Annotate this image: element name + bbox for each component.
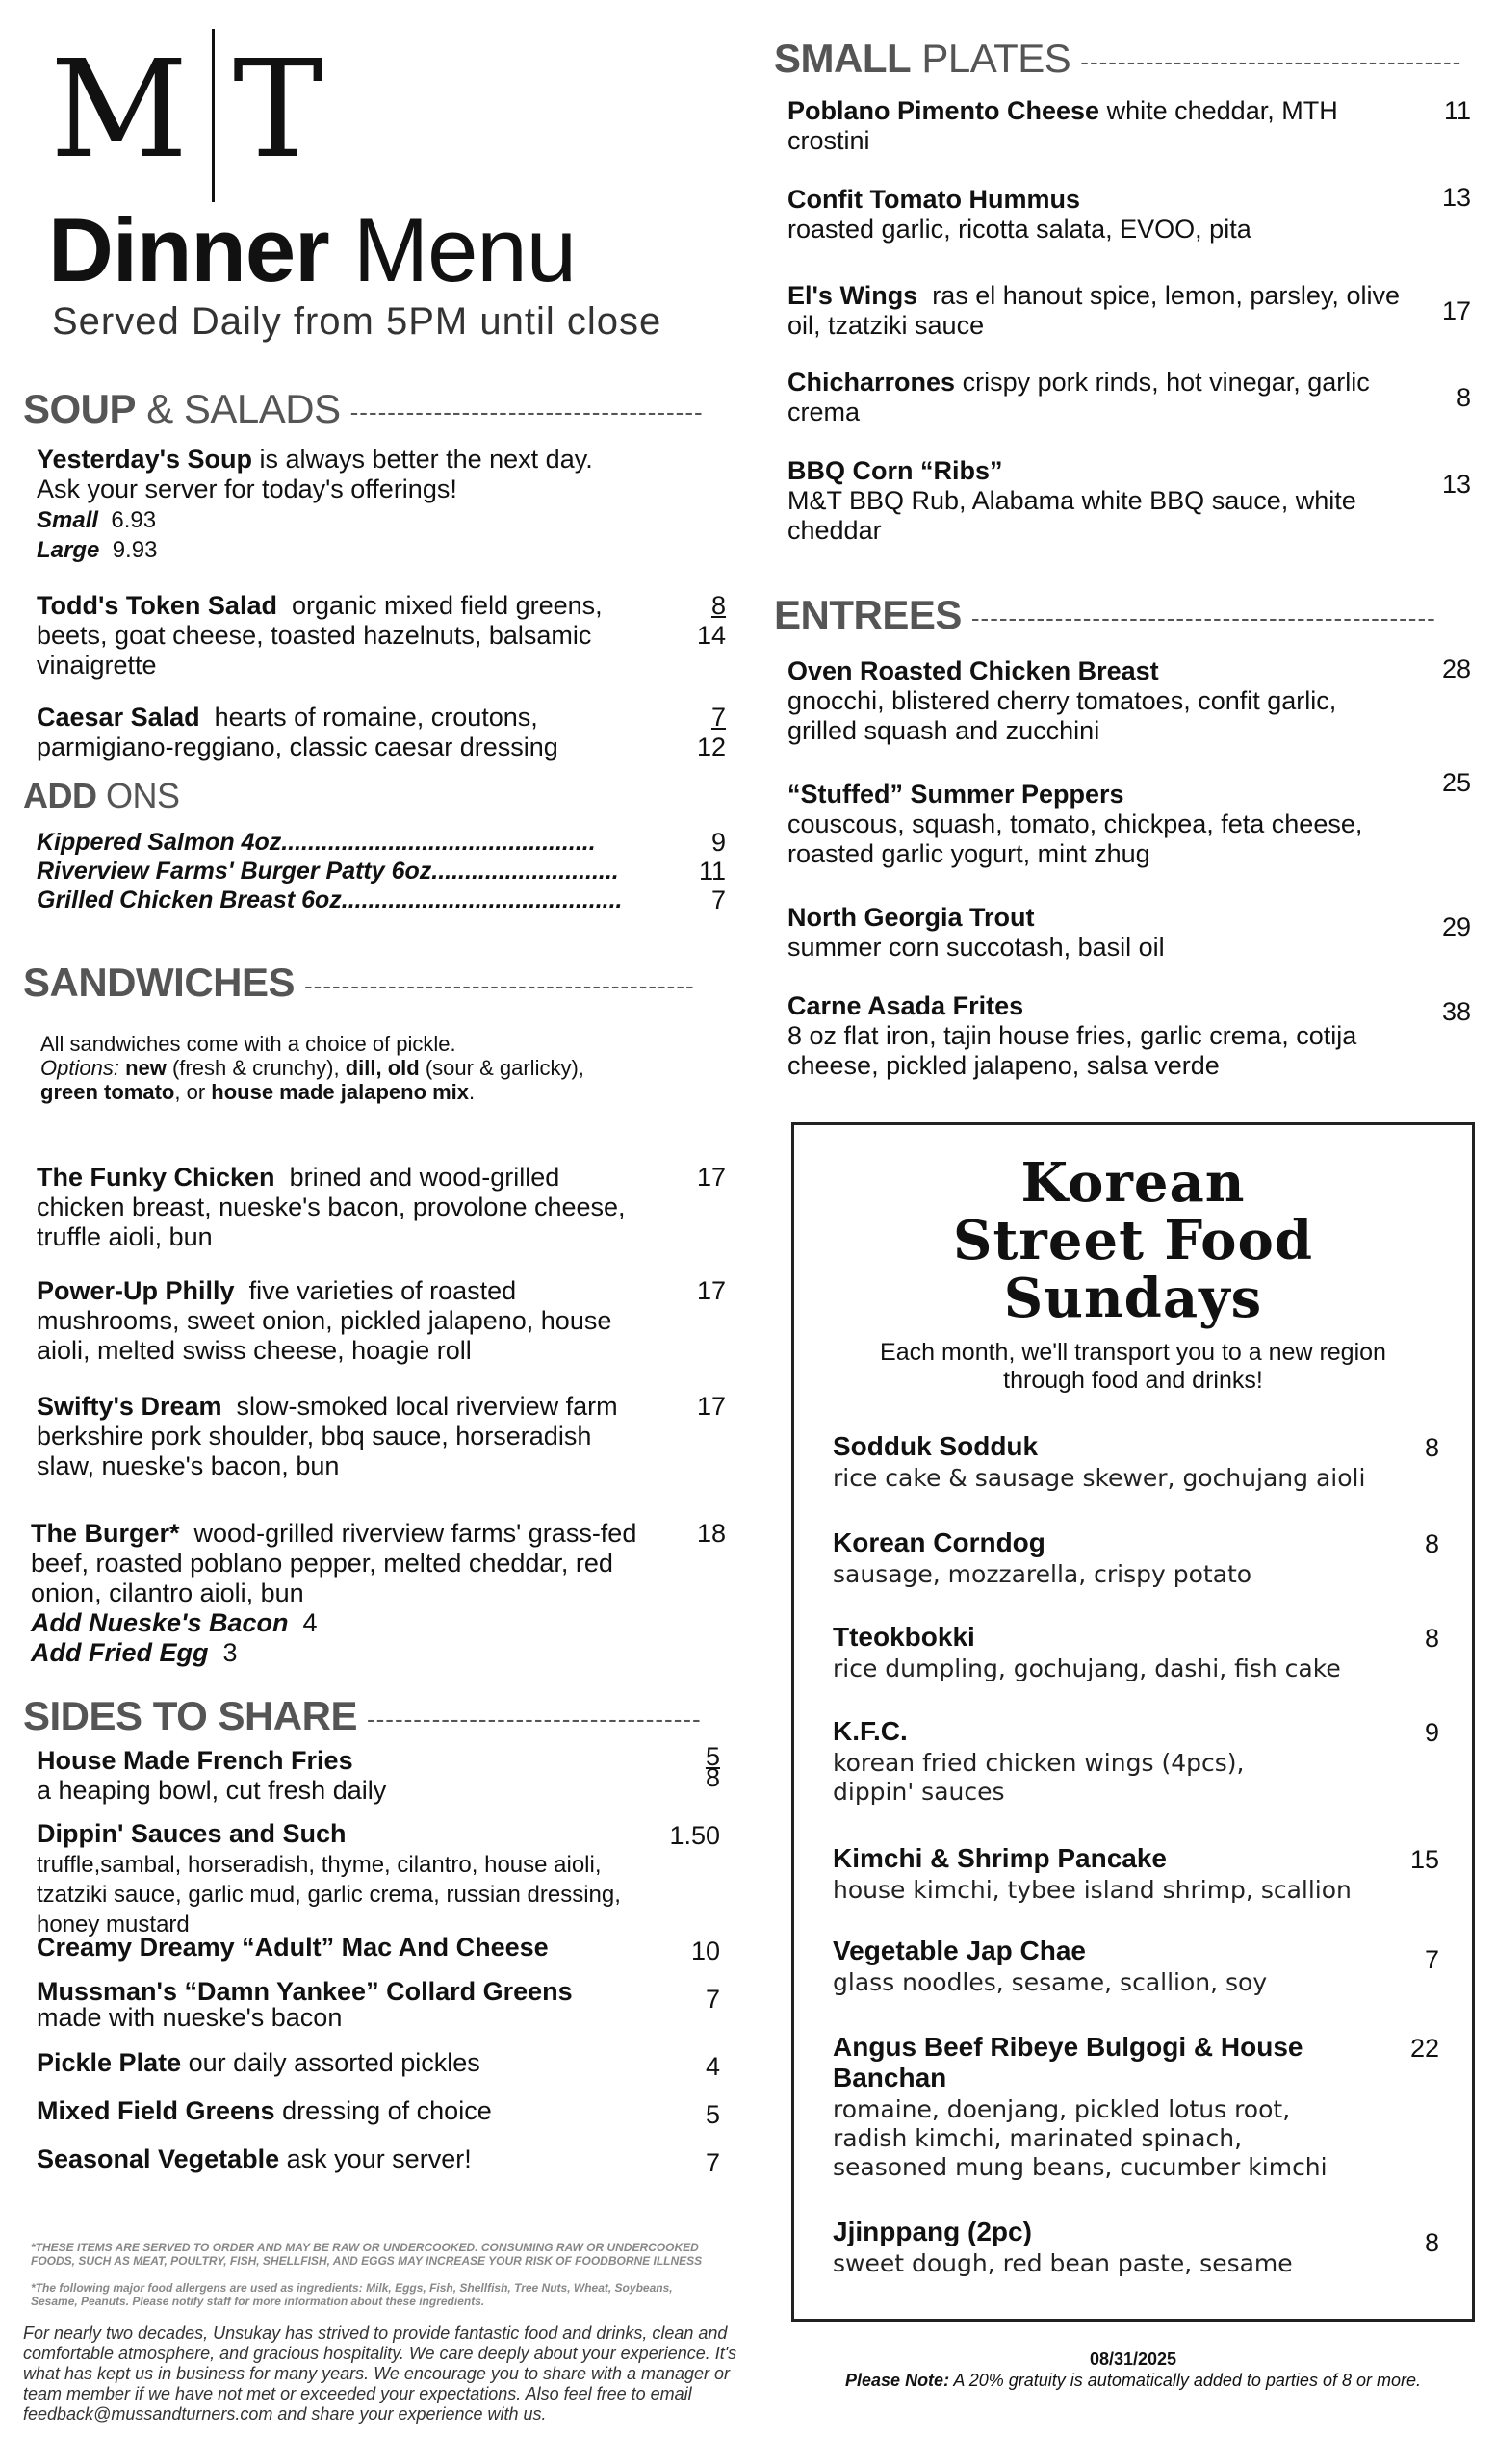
korean-item-price: 7 — [1424, 1945, 1439, 1974]
korean-item-price: 9 — [1424, 1718, 1439, 1747]
add-bacon: Add Nueske's Bacon — [31, 1608, 289, 1637]
small-plate-item: Poblano Pimento Cheese white cheddar, MTH crostini — [787, 96, 1338, 155]
soup-large-label: Large — [37, 537, 100, 563]
soup-large-price: 9.93 — [112, 537, 158, 563]
section-head-bold: ADD — [23, 776, 97, 815]
korean-item-name: K.F.C. — [833, 1716, 908, 1746]
about-text: For nearly two decades, Unsukay has strived to provide fantastic food and drinks, clean and comfortable atmosphere, and gracious hospitality. We care deeply about your experience. It's what has kept us in business for many years. We encourage you to share with a manager or team member if we have not met or exceeded your expectations. Also feel free to email feedback@mussandturners.com and share your experience with us. — [23, 2323, 737, 2424]
entree-price: 25 — [1441, 768, 1471, 797]
korean-item-name: Kimchi & Shrimp Pancake — [833, 1843, 1168, 1873]
title-light: Menu — [352, 199, 576, 300]
side-item: House Made French Fries a heaping bowl, cut fresh daily — [37, 1746, 387, 1805]
price-small: 7 — [710, 703, 726, 732]
section-rule: ------------------------------------ — [366, 1704, 702, 1733]
add-egg: Add Fried Egg — [31, 1638, 209, 1667]
korean-item-desc: glass noodles, sesame, scallion, soy — [833, 1968, 1268, 1996]
side-price: 4 — [705, 2052, 720, 2081]
korean-item-name: Korean Corndog — [833, 1527, 1045, 1557]
side-prices: 5 8 — [705, 1742, 720, 1792]
section-rule: ----------------------------------------- — [1080, 46, 1462, 76]
small-plate-item: Chicharrones crispy pork rinds, hot vinegar, garlic crema — [787, 368, 1370, 426]
page-subtitle: Served Daily from 5PM until close — [52, 300, 662, 343]
logo-letter-m: M — [50, 32, 189, 189]
side-item: Dippin' Sauces and Such truffle,sambal, horseradish, thyme, cilantro, house aioli, tzatziki sauce, garlic mud, garlic crema, russian dressing, honey mustard — [37, 1819, 621, 1938]
small-plate-item: El's Wings ras el hanout spice, lemon, parsley, olive oil, tzatziki sauce — [787, 281, 1400, 340]
entree-price: 38 — [1441, 997, 1471, 1026]
korean-item-name: Tteokbokki — [833, 1622, 975, 1652]
addon-price: 11 — [698, 857, 726, 886]
menu-date: 08/31/2025 — [1089, 2349, 1177, 2369]
side-price: 10 — [690, 1937, 720, 1965]
small-plate-price: 13 — [1441, 183, 1471, 212]
entree-price: 28 — [1441, 654, 1471, 683]
sandwich-item: Power-Up Philly five varieties of roasted mushrooms, sweet onion, pickled jalapeno, house aioli, melted swiss cheese, hoagie roll — [37, 1276, 612, 1365]
entree-price: 29 — [1441, 912, 1471, 941]
korean-item-desc: sweet dough, red bean paste, sesame — [833, 2249, 1293, 2277]
side-price: 5 — [705, 2100, 720, 2129]
korean-item-price: 8 — [1424, 1433, 1439, 1462]
section-rule: -------------------------------------------------- — [970, 603, 1436, 632]
sandwich-price: 18 — [696, 1519, 726, 1548]
entree-item: Oven Roasted Chicken Breast gnocchi, blistered cherry tomatoes, confit garlic, grilled squash and zucchini — [787, 656, 1337, 745]
addon-item: Kippered Salmon 4oz............................................... — [37, 829, 596, 856]
korean-item-desc: korean fried chicken wings (4pcs), dippin' sauces — [833, 1749, 1245, 1806]
small-plate-price: 8 — [1456, 383, 1471, 412]
section-soup-salads — [23, 385, 704, 436]
korean-item-name: Vegetable Jap Chae — [833, 1936, 1087, 1965]
price-large: 12 — [696, 732, 726, 761]
section-head-light: & SALADS — [146, 386, 341, 431]
addon-item: Riverview Farms' Burger Patty 6oz............................ — [37, 858, 619, 885]
soup-small-price: 6.93 — [111, 507, 157, 533]
salad-prices — [674, 591, 726, 651]
salad-name: Todd's Token Salad — [37, 591, 277, 620]
korean-item-price: 8 — [1424, 2228, 1439, 2257]
side-item: Creamy Dreamy “Adult” Mac And Cheese — [37, 1933, 549, 1962]
section-head-light: ONS — [106, 776, 180, 815]
side-item: Mussman's “Damn Yankee” Collard Greens made with nueske's bacon — [37, 1977, 573, 2032]
sandwich-item: The Burger* wood-grilled riverview farms' grass-fed beef, roasted poblano pepper, melted cheddar, red onion, cilantro aioli, bun Add Nueske's Bacon 4 Add Fried Egg 3 — [31, 1519, 637, 1667]
small-plate-item: BBQ Corn “Ribs” M&T BBQ Rub, Alabama white BBQ sauce, white cheddar — [787, 456, 1356, 545]
sandwich-price: 17 — [696, 1163, 726, 1192]
small-plate-item: Confit Tomato Hummus roasted garlic, ricotta salata, EVOO, pita — [787, 185, 1251, 244]
entree-item: North Georgia Trout summer corn succotash, basil oil — [787, 903, 1165, 962]
soup-item — [37, 445, 710, 564]
korean-item-price: 8 — [1424, 1624, 1439, 1653]
logo — [50, 29, 348, 202]
salad-desc: hearts of romaine, croutons, parmigiano-reggiano, classic caesar dressing — [37, 703, 558, 761]
allergen-notice: *The following major food allergens are used as ingredients: Milk, Eggs, Fish, Shellfish, Tree Nuts, Wheat, Soybeans, Sesame, Peanuts. Please notify staff for more information about these ingredients. — [31, 2281, 673, 2308]
section-add-ons — [23, 772, 180, 820]
salad-desc: organic mixed field greens, beets, goat cheese, toasted hazelnuts, balsamic vinaigrette — [37, 591, 603, 680]
korean-item-desc: rice cake & sausage skewer, gochujang aioli — [833, 1464, 1366, 1492]
korean-title-3: Sundays — [1003, 1267, 1263, 1330]
small-plate-price: 13 — [1441, 470, 1471, 499]
price-small: 8 — [710, 591, 726, 620]
section-sides — [23, 1692, 702, 1743]
korean-item-desc: sausage, mozzarella, crispy potato — [833, 1560, 1252, 1588]
gratuity-note: Please Note: A 20% gratuity is automatically added to parties of 8 or more. — [845, 2371, 1421, 2390]
entree-item: “Stuffed” Summer Peppers couscous, squash, tomato, chickpea, feta cheese, roasted garlic yogurt, mint zhug — [787, 780, 1363, 868]
sandwich-item: The Funky Chicken brined and wood-grilled chicken breast, nueske's bacon, provolone cheese, truffle aioli, bun — [37, 1163, 626, 1251]
salad-name: Caesar Salad — [37, 703, 200, 732]
addon-item: Grilled Chicken Breast 6oz.......................................... — [37, 886, 623, 913]
korean-item-name: Jjinppang (2pc) — [833, 2217, 1032, 2246]
section-rule: ------------------------------------------ — [304, 970, 695, 1000]
section-head-bold: SOUP — [23, 386, 137, 431]
korean-title-1: Korean — [1020, 1151, 1246, 1215]
salad-item — [37, 703, 653, 762]
addon-price: 9 — [710, 828, 726, 857]
price-large: 14 — [696, 621, 726, 650]
korean-item-price: 8 — [1424, 1529, 1439, 1558]
korean-item-name: Angus Beef Ribeye Bulgogi & House Banchan — [833, 2032, 1303, 2092]
section-small-plates: SMALL PLATES ----------------------------------------- — [774, 36, 1462, 81]
section-head: SANDWICHES — [23, 960, 296, 1005]
side-price: 1.50 — [669, 1821, 720, 1850]
small-plate-price: 11 — [1443, 96, 1471, 125]
section-head: SIDES TO SHARE — [23, 1693, 357, 1738]
korean-desc: Each month, we'll transport you to a new region through food and drinks! — [880, 1339, 1386, 1394]
sandwich-note: All sandwiches come with a choice of pickle. Options: new (fresh & crunchy), dill, old (sour & garlicky), green tomato, or house made jalapeno mix. — [40, 1032, 584, 1104]
salad-prices — [674, 703, 726, 762]
korean-item-price: 22 — [1409, 2034, 1439, 2063]
title-bold: Dinner — [48, 199, 329, 300]
logo-letter-t: T — [233, 32, 323, 189]
korean-street-food-box — [791, 1122, 1475, 2322]
soup-desc-1: is always better the next day. — [259, 445, 593, 474]
section-entrees: ENTREES -------------------------------------------------- — [774, 592, 1436, 637]
small-plate-price: 17 — [1441, 296, 1471, 325]
section-rule: -------------------------------------- — [349, 397, 704, 426]
entree-item: Carne Asada Frites 8 oz flat iron, tajin house fries, garlic crema, cotija cheese, pickled jalapeno, salsa verde — [787, 991, 1357, 1080]
korean-item-desc: house kimchi, tybee island shrimp, scallion — [833, 1876, 1352, 1904]
sandwich-price: 17 — [696, 1392, 726, 1421]
section-sandwiches — [23, 959, 695, 1010]
korean-item-desc: rice dumpling, gochujang, dashi, fish cake — [833, 1655, 1341, 1682]
soup-desc-2: Ask your server for today's offerings! — [37, 475, 457, 503]
sandwich-price: 17 — [696, 1276, 726, 1305]
korean-item-price: 15 — [1409, 1845, 1439, 1874]
sandwich-item: Swifty's Dream slow-smoked local riverview farm berkshire pork shoulder, bbq sauce, horseradish slaw, nueske's bacon, bun — [37, 1392, 618, 1480]
raw-food-warning: *THESE ITEMS ARE SERVED TO ORDER AND MAY BE RAW OR UNDERCOOKED. CONSUMING RAW OR UNDERCOOKED FOODS, SUCH AS MEAT, POULTRY, FISH, SHELLFISH, AND EGGS MAY INCREASE YOUR RISK OF FOODBORNE ILLNESS — [31, 2241, 703, 2268]
side-price: 7 — [705, 2148, 720, 2177]
soup-name: Yesterday's Soup — [37, 445, 253, 474]
side-item: Seasonal Vegetable ask your server! — [37, 2144, 472, 2173]
addon-price: 7 — [710, 886, 726, 914]
korean-title-2: Street Food — [953, 1209, 1313, 1272]
salad-item — [37, 591, 653, 680]
side-item: Pickle Plate our daily assorted pickles — [37, 2048, 480, 2077]
logo-divider — [212, 29, 215, 202]
page-title — [48, 197, 576, 303]
side-item: Mixed Field Greens dressing of choice — [37, 2096, 492, 2125]
korean-item-desc: romaine, doenjang, pickled lotus root, radish kimchi, marinated spinach, seasoned mung beans, cucumber kimchi — [833, 2095, 1328, 2181]
korean-item-name: Sodduk Sodduk — [833, 1431, 1039, 1461]
side-price: 7 — [705, 1985, 720, 2014]
soup-small-label: Small — [37, 507, 99, 533]
